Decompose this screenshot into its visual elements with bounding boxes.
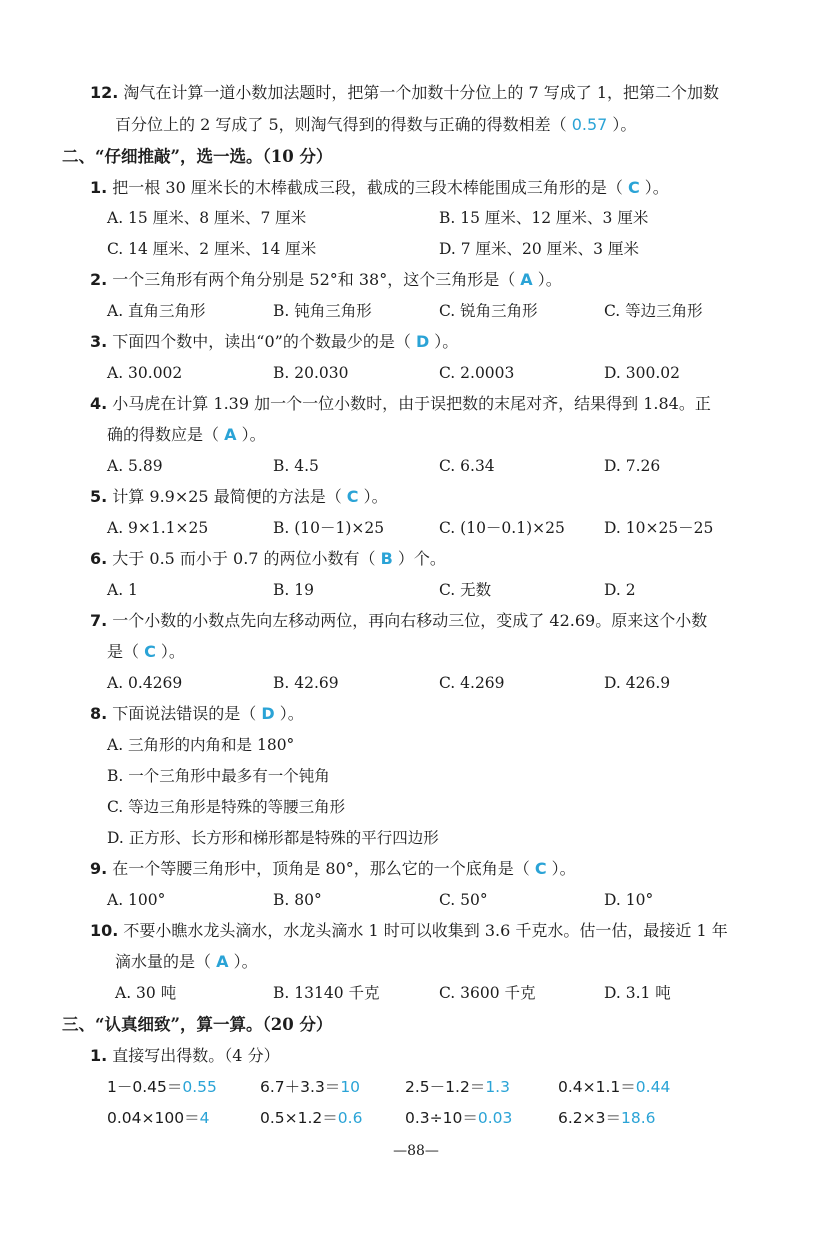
question-number: 8. <box>90 704 108 723</box>
calc-item <box>107 1076 217 1098</box>
option-c: C. 2.0003 <box>439 364 515 382</box>
expression: 0.3÷10＝ <box>405 1109 478 1127</box>
answer: A <box>224 425 237 444</box>
expression: 0.5×1.2＝ <box>260 1109 338 1127</box>
option-b: B. (10－1)×25 <box>273 519 385 537</box>
answer: 0.6 <box>337 1109 363 1127</box>
option-b: B. 15 厘米、12 厘米、3 厘米 <box>439 209 649 227</box>
s3-q1 <box>90 1045 280 1067</box>
q12-line2 <box>115 114 636 136</box>
answer: C <box>144 642 156 661</box>
expression: 1－0.45＝ <box>107 1078 183 1096</box>
option-d: D. 3.1 吨 <box>604 984 671 1002</box>
question-text: ）。 <box>546 859 576 878</box>
question-number: 1. <box>90 178 108 197</box>
answer: C <box>346 487 359 506</box>
question-text: 不要小瞧水龙头滴水，水龙头滴水 1 时可以收集到 3.6 千克水。估一估，最接近 1 年 <box>118 921 728 940</box>
question-text: ）。 <box>228 952 258 971</box>
option-a: A. 三角形的内角和是 180° <box>107 736 295 754</box>
option-b: B. 钝角三角形 <box>273 302 372 320</box>
option-a: A. 直角三角形 <box>107 302 206 320</box>
question-text: 确的得数应是（ <box>107 425 225 444</box>
question-text: 一个小数的小数点先向左移动两位，再向右移动三位，变成了 42.69。原来这个小数 <box>107 611 708 630</box>
expression: 6.2×3＝ <box>558 1109 621 1127</box>
calc-item <box>558 1076 670 1098</box>
s2-q10-line2 <box>115 951 258 973</box>
question-text: 在一个等腰三角形中，顶角是 80°，那么它的一个底角是（ <box>107 859 535 878</box>
calc-item <box>107 1107 209 1129</box>
option-b: B. 一个三角形中最多有一个钝角 <box>107 767 330 785</box>
option-d: D. 10° <box>604 891 654 909</box>
s2-q3 <box>90 331 458 353</box>
option-a: A. 1 <box>107 581 138 599</box>
option-a: A. 30.002 <box>107 364 183 382</box>
option-c: C. 等边三角形是特殊的等腰三角形 <box>107 798 346 816</box>
option-d: D. 正方形、长方形和梯形都是特殊的平行四边形 <box>107 829 439 847</box>
question-number: 4. <box>90 394 108 413</box>
s2-q6 <box>90 548 446 570</box>
expression: 0.04×100＝ <box>107 1109 200 1127</box>
question-number: 5. <box>90 487 108 506</box>
expression: 2.5－1.2＝ <box>405 1078 486 1096</box>
answer: C <box>534 859 547 878</box>
question-text: ）。 <box>607 115 637 134</box>
option-d: D. 10×25－25 <box>604 519 714 537</box>
question-text: ）。 <box>429 332 459 351</box>
calc-item <box>260 1076 360 1098</box>
section-title-3: 三、“认真细致”，算一算。（20 分） <box>62 1015 333 1034</box>
question-text: ）。 <box>639 178 669 197</box>
s2-q10-line1 <box>90 920 728 942</box>
answer: 1.3 <box>485 1078 510 1096</box>
option-b: B. 13140 千克 <box>273 984 380 1002</box>
option-b: B. 42.69 <box>273 674 339 692</box>
question-text: ）个。 <box>392 549 446 568</box>
question-text: 淘气在计算一道小数加法题时，把第一个加数十分位上的 7 写成了 1，把第二个加数 <box>118 83 720 102</box>
answer: D <box>415 332 430 351</box>
s2-q8 <box>90 703 304 725</box>
option-b: B. 20.030 <box>273 364 349 382</box>
question-text: ）。 <box>236 425 266 444</box>
expression: 6.7＋3.3＝ <box>260 1078 341 1096</box>
answer: D <box>261 704 275 723</box>
answer: 0.57 <box>571 115 608 134</box>
question-text: ）。 <box>274 704 304 723</box>
question-text: 计算 9.9×25 最简便的方法是（ <box>107 487 347 506</box>
question-text: 下面说法错误的是（ <box>107 704 262 723</box>
answer: A <box>216 952 229 971</box>
s2-q2 <box>90 269 562 291</box>
option-d: D. 7.26 <box>604 457 661 475</box>
question-text: 直接写出得数。（4 分） <box>107 1046 280 1065</box>
answer: B <box>380 549 393 568</box>
section-title-2: 二、“仔细推敲”，选一选。（10 分） <box>62 147 333 166</box>
option-a: A. 100° <box>107 891 166 909</box>
question-number: 3. <box>90 332 108 351</box>
calc-item <box>260 1107 362 1129</box>
question-number: 7. <box>90 611 108 630</box>
option-a: A. 5.89 <box>107 457 163 475</box>
option-d: D. 2 <box>604 581 636 599</box>
s2-q7-line2 <box>107 641 185 663</box>
page-number: —88— <box>393 1143 439 1159</box>
option-d: D. 300.02 <box>604 364 680 382</box>
question-text: ）。 <box>532 270 562 289</box>
answer: A <box>520 270 533 289</box>
option-a: A. 9×1.1×25 <box>107 519 209 537</box>
s2-q7-line1 <box>90 610 707 632</box>
option-c: C. (10－0.1)×25 <box>439 519 565 537</box>
s2-q4-line1 <box>90 393 711 415</box>
question-text: 百分位上的 2 写成了 5，则淘气得到的得数与正确的得数相差（ <box>115 115 572 134</box>
question-number: 6. <box>90 549 108 568</box>
question-text: 一个三角形有两个角分别是 52°和 38°，这个三角形是（ <box>107 270 521 289</box>
question-text: 把一根 30 厘米长的木棒截成三段，截成的三段木棒能围成三角形的是（ <box>107 178 628 197</box>
answer: 4 <box>199 1109 210 1127</box>
option-a: A. 15 厘米、8 厘米、7 厘米 <box>107 209 307 227</box>
calc-item <box>405 1107 512 1129</box>
question-text: 滴水量的是（ <box>115 952 217 971</box>
q12-line1 <box>90 82 719 104</box>
s2-q1 <box>90 177 669 199</box>
option-b: B. 19 <box>273 581 314 599</box>
option-b: B. 4.5 <box>273 457 319 475</box>
s2-q5 <box>90 486 388 508</box>
option-d: D. 7 厘米、20 厘米、3 厘米 <box>439 240 639 258</box>
question-text: 小马虎在计算 1.39 加一个一位小数时，由于误把数的末尾对齐，结果得到 1.84。正 <box>107 394 711 413</box>
option-a: A. 0.4269 <box>107 674 183 692</box>
question-number: 1. <box>90 1046 108 1065</box>
s2-q9 <box>90 858 576 880</box>
question-text: ）。 <box>358 487 388 506</box>
question-text: 大于 0.5 而小于 0.7 的两位小数有（ <box>107 549 381 568</box>
option-c: C. 3600 千克 <box>439 984 536 1002</box>
option-c: C. 6.34 <box>439 457 495 475</box>
option-d: D. 426.9 <box>604 674 671 692</box>
option-a: A. 30 吨 <box>115 984 177 1002</box>
question-number: 12. <box>90 83 119 102</box>
question-number: 9. <box>90 859 108 878</box>
answer: 0.55 <box>182 1078 217 1096</box>
answer: C <box>627 178 640 197</box>
answer: 0.03 <box>477 1109 513 1127</box>
answer: 0.44 <box>635 1078 671 1096</box>
option-c: C. 14 厘米、2 厘米、14 厘米 <box>107 240 317 258</box>
question-text: ）。 <box>155 642 185 661</box>
option-c: C. 无数 <box>439 581 492 599</box>
question-number: 2. <box>90 270 108 289</box>
s2-q4-line2 <box>107 424 266 446</box>
answer: 10 <box>340 1078 361 1096</box>
option-b: B. 80° <box>273 891 322 909</box>
answer: 18.6 <box>621 1109 656 1127</box>
expression: 0.4×1.1＝ <box>558 1078 636 1096</box>
calc-item <box>405 1076 510 1098</box>
question-number: 10. <box>90 921 119 940</box>
question-text: 是（ <box>107 642 145 661</box>
question-text: 下面四个数中，读出“0”的个数最少的是（ <box>107 332 416 351</box>
calc-item <box>558 1107 656 1129</box>
option-d: C. 等边三角形 <box>604 302 703 320</box>
option-c: C. 4.269 <box>439 674 505 692</box>
option-c: C. 锐角三角形 <box>439 302 538 320</box>
option-c: C. 50° <box>439 891 488 909</box>
